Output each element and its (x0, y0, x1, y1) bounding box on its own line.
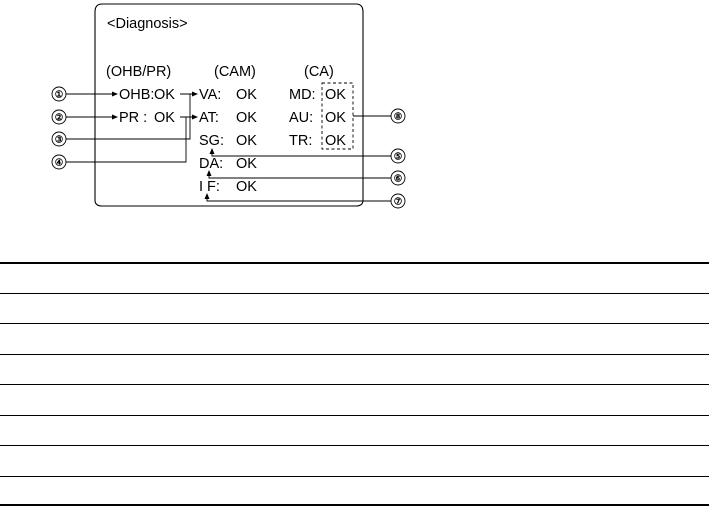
at-value: OK (236, 110, 257, 126)
ohb-value: OK (154, 87, 175, 103)
callout-1-label: ① (54, 89, 64, 101)
sg-label: SG: (199, 133, 224, 149)
group-header-ca: (CA) (304, 64, 334, 80)
callout-5-label: ⑤ (393, 151, 403, 163)
pr-value: OK (154, 110, 175, 126)
callout-4-label: ④ (54, 157, 64, 169)
table-row-rule (0, 445, 709, 446)
pr-label: PR : (119, 110, 148, 126)
if-label: I F: (199, 179, 220, 195)
group-header-cam: (CAM) (214, 64, 256, 80)
table-bottom-rule (0, 504, 709, 506)
table-row-rule (0, 476, 709, 477)
callout-2-label: ② (54, 112, 64, 124)
screen-title: <Diagnosis> (107, 16, 188, 32)
if-value: OK (236, 179, 257, 195)
au-label: AU: (289, 110, 314, 126)
table-row-rule (0, 415, 709, 416)
tr-value: OK (325, 133, 346, 149)
ohb-label: OHB: (119, 87, 155, 103)
callout-3-label: ③ (54, 134, 64, 146)
table-row-rule (0, 354, 709, 355)
callout-8-label: ⑧ (393, 111, 403, 123)
table-row-rule (0, 323, 709, 324)
da-label: DA: (199, 156, 224, 172)
table-top-rule (0, 262, 709, 264)
sg-value: OK (236, 133, 257, 149)
md-label: MD: (289, 87, 316, 103)
table-row-rule (0, 384, 709, 385)
table-header-rule (0, 293, 709, 294)
at-label: AT: (199, 110, 219, 126)
au-value: OK (325, 110, 346, 126)
va-label: VA: (199, 87, 222, 103)
va-value: OK (236, 87, 257, 103)
callout-6-label: ⑥ (393, 173, 403, 185)
callout-7-label: ⑦ (393, 196, 403, 208)
md-value: OK (325, 87, 346, 103)
da-value: OK (236, 156, 257, 172)
tr-label: TR: (289, 133, 313, 149)
group-header-ohb-pr: (OHB/PR) (106, 64, 172, 80)
